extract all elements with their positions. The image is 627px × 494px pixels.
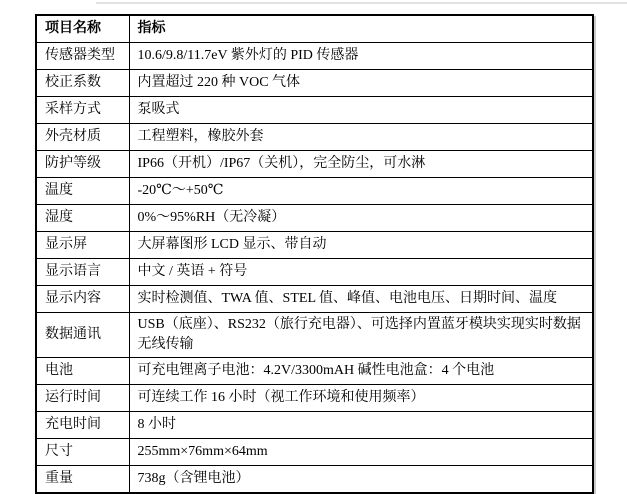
spec-label-cell: 防护等级 — [36, 151, 129, 178]
spec-value-cell: 实时检测值、TWA 值、STEL 值、峰值、电池电压、日期时间、温度 — [129, 286, 593, 313]
spec-value-cell: IP66（开机）/IP67（关机），完全防尘，可水淋 — [129, 151, 593, 178]
spec-table-header — [36, 15, 593, 43]
table-row — [36, 124, 593, 151]
spec-value-cell: 工程塑料，橡胶外套 — [129, 124, 593, 151]
table-row — [36, 205, 593, 232]
spec-value-cell: 泵吸式 — [129, 97, 593, 124]
spec-label-cell: 电池 — [36, 358, 129, 385]
spec-label-cell: 湿度 — [36, 205, 129, 232]
table-row — [36, 178, 593, 205]
table-row — [36, 385, 593, 412]
spec-value-cell: 0%～95%RH（无冷凝） — [129, 205, 593, 232]
scan-artifact-line — [96, 2, 627, 4]
header-cell-item-name: 项目名称 — [36, 15, 129, 43]
spec-label-cell: 运行时间 — [36, 385, 129, 412]
spec-value-cell: 可充电锂离子电池：4.2V/3300mAH 碱性电池盒：4 个电池 — [129, 358, 593, 385]
spec-table-body — [36, 43, 593, 494]
header-cell-spec: 指标 — [129, 15, 593, 43]
spec-value-cell: 中文 / 英语 + 符号 — [129, 259, 593, 286]
spec-value-cell: 10.6/9.8/11.7eV 紫外灯的 PID 传感器 — [129, 43, 593, 70]
spec-value-cell: 738g（含锂电池） — [129, 466, 593, 494]
table-row — [36, 151, 593, 178]
spec-label-cell: 传感器类型 — [36, 43, 129, 70]
spec-label-cell: 尺寸 — [36, 439, 129, 466]
table-row — [36, 358, 593, 385]
spec-label-cell: 外壳材质 — [36, 124, 129, 151]
table-row — [36, 439, 593, 466]
table-row — [36, 43, 593, 70]
table-row — [36, 259, 593, 286]
table-row — [36, 313, 593, 358]
spec-label-cell: 重量 — [36, 466, 129, 494]
spec-label-cell: 显示语言 — [36, 259, 129, 286]
spec-table — [35, 14, 594, 494]
spec-label-cell: 显示内容 — [36, 286, 129, 313]
spec-label-cell: 充电时间 — [36, 412, 129, 439]
spec-value-cell: USB（底座）、RS232（旅行充电器）、可选择内置蓝牙模块实现实时数据无线传输 — [129, 313, 593, 358]
table-row — [36, 97, 593, 124]
spec-label-cell: 采样方式 — [36, 97, 129, 124]
header-row — [36, 15, 593, 43]
spec-label-cell: 数据通讯 — [36, 313, 129, 358]
table-row — [36, 466, 593, 494]
table-row — [36, 412, 593, 439]
spec-label-cell: 显示屏 — [36, 232, 129, 259]
spec-label-cell: 校正系数 — [36, 70, 129, 97]
spec-value-cell: 255mm×76mm×64mm — [129, 439, 593, 466]
table-row — [36, 70, 593, 97]
table-row — [36, 286, 593, 313]
spec-value-cell: 大屏幕图形 LCD 显示、带自动 — [129, 232, 593, 259]
spec-value-cell: 8 小时 — [129, 412, 593, 439]
spec-label-cell: 温度 — [36, 178, 129, 205]
spec-value-cell: -20℃～+50℃ — [129, 178, 593, 205]
table-row — [36, 232, 593, 259]
spec-value-cell: 可连续工作 16 小时（视工作环境和使用频率） — [129, 385, 593, 412]
spec-value-cell: 内置超过 220 种 VOC 气体 — [129, 70, 593, 97]
